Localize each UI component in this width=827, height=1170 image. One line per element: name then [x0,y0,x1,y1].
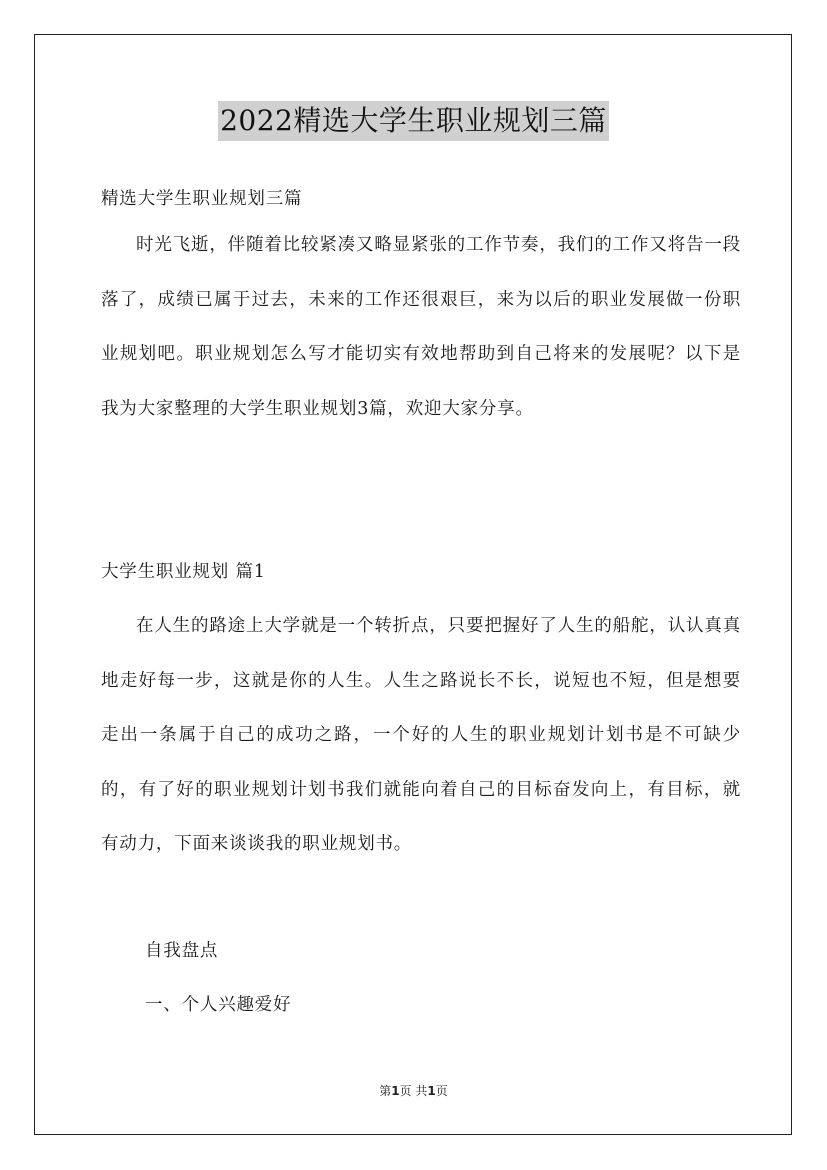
footer-prefix: 第 [379,1084,392,1098]
intro-paragraph: 时光飞逝，伴随着比较紧凑又略显紧张的工作节奏，我们的工作又将告一段落了，成绩已属于过去，未来的工作还很艰巨，来为以后的职业发展做一份职业规划吧。职业规划怎么写才能切实有效地帮助到自己将来的发展呢？以下是我为大家整理的大学生职业规划3篇，欢迎大家分享。 [101,235,741,419]
section1-heading: 大学生职业规划 篇1 [101,562,266,582]
footer-page-current: 1 [391,1084,400,1098]
document-subtitle: 精选大学生职业规划三篇 [101,189,303,209]
footer-suffix: 页 [435,1084,448,1098]
page-footer [0,1082,827,1099]
title-container [0,101,827,141]
section1-paragraph: 在人生的路途上大学就是一个转折点，只要把握好了人生的船舵，认认真真地走好每一步，这就是你的人生。人生之路说长不长，说短也不短，但是想要走出一条属于自己的成功之路，一个好的人生的职业规划计划书是不可缺少的，有了好的职业规划计划书我们就能向着自己的目标奋发向上，有目标，就有动力，下面来谈谈我的职业规划书。 [101,616,741,854]
footer-page-total: 1 [427,1084,436,1098]
document-title: 2022精选大学生职业规划三篇 [218,101,609,141]
item1-heading: 一、个人兴趣爱好 [145,995,292,1015]
footer-mid: 页 共 [399,1084,428,1098]
self-inventory-heading: 自我盘点 [145,941,219,961]
